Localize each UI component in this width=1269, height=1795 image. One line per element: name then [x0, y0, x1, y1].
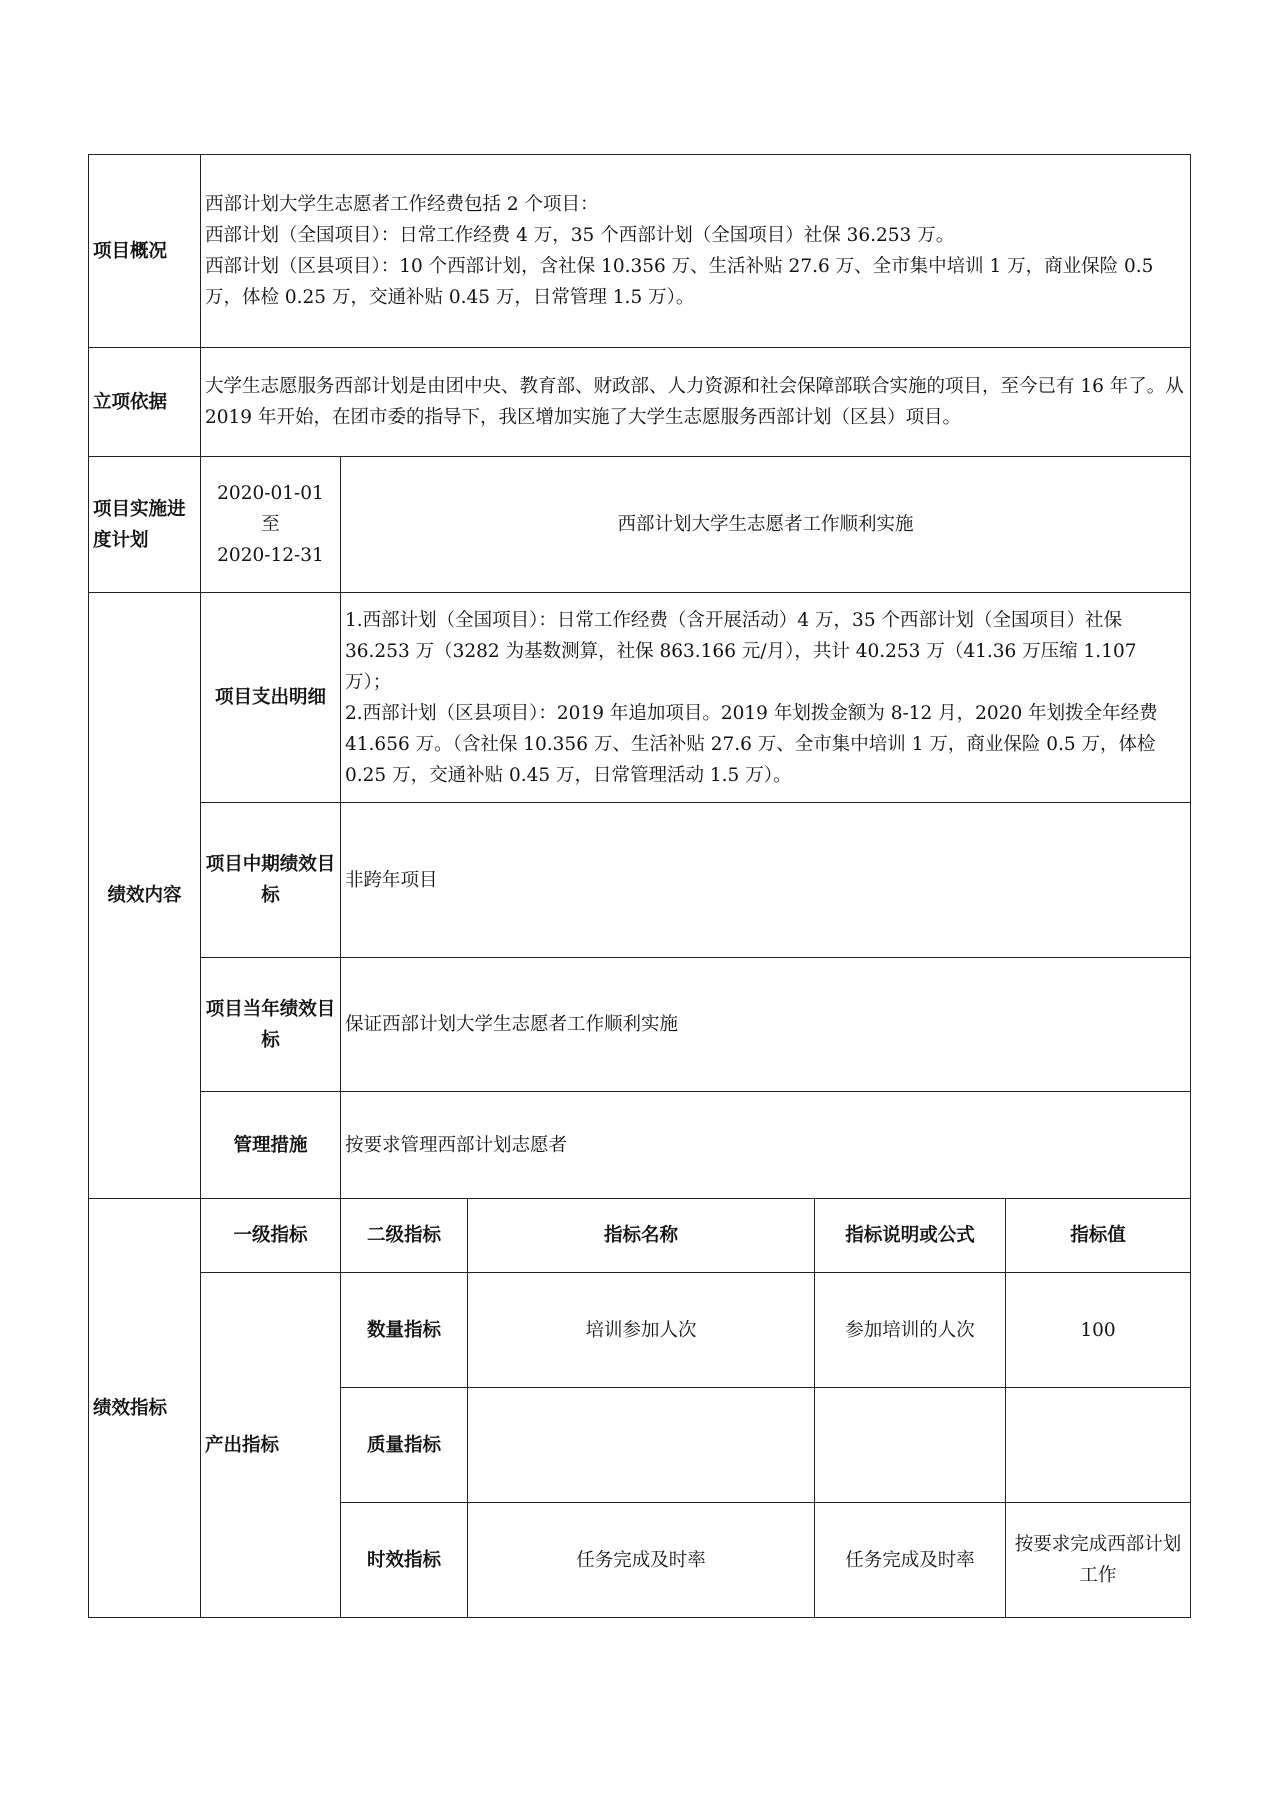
- header-level1: 一级指标: [201, 1199, 341, 1273]
- annual-row: [89, 958, 1191, 1092]
- expense-row: [89, 593, 1191, 803]
- header-desc: 指标说明或公式: [815, 1199, 1006, 1273]
- overview-line: 西部计划大学生志愿者工作经费包括 2 个项目：: [205, 194, 599, 215]
- midterm-label: 项目中期绩效目标: [201, 803, 341, 958]
- schedule-to: 至: [261, 514, 280, 535]
- expense-content: [341, 593, 1191, 803]
- overview-row: [89, 155, 1191, 348]
- expense-line: 1.西部计划（全国项目）：日常工作经费（含开展活动）4 万，35 个西部计划（全国项目）社保 36.253 万（3282 为基数测算，社保 863.166 元/月），共计 40.253 万（41.36 万压缩 1.107 万）；: [345, 609, 1137, 693]
- overview-label: 项目概况: [89, 155, 201, 348]
- indicator-name: 培训参加人次: [468, 1273, 815, 1388]
- schedule-plan: 西部计划大学生志愿者工作顺利实施: [341, 457, 1191, 593]
- output-indicator-label: 产出指标: [201, 1273, 341, 1618]
- annual-label: 项目当年绩效目标: [201, 958, 341, 1092]
- expense-label: 项目支出明细: [201, 593, 341, 803]
- header-value: 指标值: [1006, 1199, 1191, 1273]
- indicator-name: 任务完成及时率: [468, 1503, 815, 1618]
- schedule-row: [89, 457, 1191, 593]
- indicator-row: [89, 1273, 1191, 1388]
- performance-label: 绩效内容: [89, 593, 201, 1199]
- schedule-start: 2020-01-01: [217, 483, 324, 504]
- schedule-dates: [201, 457, 341, 593]
- basis-row: [89, 348, 1191, 457]
- indicator-header-row: [89, 1199, 1191, 1273]
- header-level2: 二级指标: [341, 1199, 468, 1273]
- management-row: [89, 1092, 1191, 1199]
- management-label: 管理措施: [201, 1092, 341, 1199]
- basis-label: 立项依据: [89, 348, 201, 457]
- overview-line: 西部计划（全国项目）：日常工作经费 4 万，35 个西部计划（全国项目）社保 36.253 万。: [205, 225, 955, 246]
- project-table: [88, 154, 1191, 1618]
- indicator-value: [1006, 1388, 1191, 1503]
- midterm-row: [89, 803, 1191, 958]
- indicator-name: [468, 1388, 815, 1503]
- indicator-value: 100: [1006, 1273, 1191, 1388]
- overview-line: 西部计划（区县项目）：10 个西部计划，含社保 10.356 万、生活补贴 27.6 万、全市集中培训 1 万，商业保险 0.5 万，体检 0.25 万，交通补贴 0.45 万，日常管理 1.5 万）。: [205, 256, 1154, 308]
- indicator-desc: 任务完成及时率: [815, 1503, 1006, 1618]
- overview-content: [201, 155, 1191, 348]
- header-name: 指标名称: [468, 1199, 815, 1273]
- annual-value: 保证西部计划大学生志愿者工作顺利实施: [341, 958, 1191, 1092]
- indicator-level2: 质量指标: [341, 1388, 468, 1503]
- indicator-value: 按要求完成西部计划工作: [1006, 1503, 1191, 1618]
- management-value: 按要求管理西部计划志愿者: [341, 1092, 1191, 1199]
- schedule-label: 项目实施进度计划: [89, 457, 201, 593]
- basis-text: 大学生志愿服务西部计划是由团中央、教育部、财政部、人力资源和社会保障部联合实施的项目，至今已有 16 年了。从 2019 年开始，在团市委的指导下，我区增加实施了大学生志愿服务西部计划（区县）项目。: [201, 348, 1191, 457]
- indicators-label: 绩效指标: [89, 1199, 201, 1618]
- indicator-desc: 参加培训的人次: [815, 1273, 1006, 1388]
- indicator-level2: 时效指标: [341, 1503, 468, 1618]
- indicator-level2: 数量指标: [341, 1273, 468, 1388]
- expense-line: 2.西部计划（区县项目）：2019 年追加项目。2019 年划拨金额为 8-12 月，2020 年划拨全年经费 41.656 万。（含社保 10.356 万、生活补贴 27.6 万、全市集中培训 1 万，商业保险 0.5 万，体检 0.25 万，交通补贴 0.45 万，日常管理活动 1.5 万）。: [345, 702, 1158, 786]
- indicator-desc: [815, 1388, 1006, 1503]
- schedule-end: 2020-12-31: [217, 545, 324, 566]
- midterm-value: 非跨年项目: [341, 803, 1191, 958]
